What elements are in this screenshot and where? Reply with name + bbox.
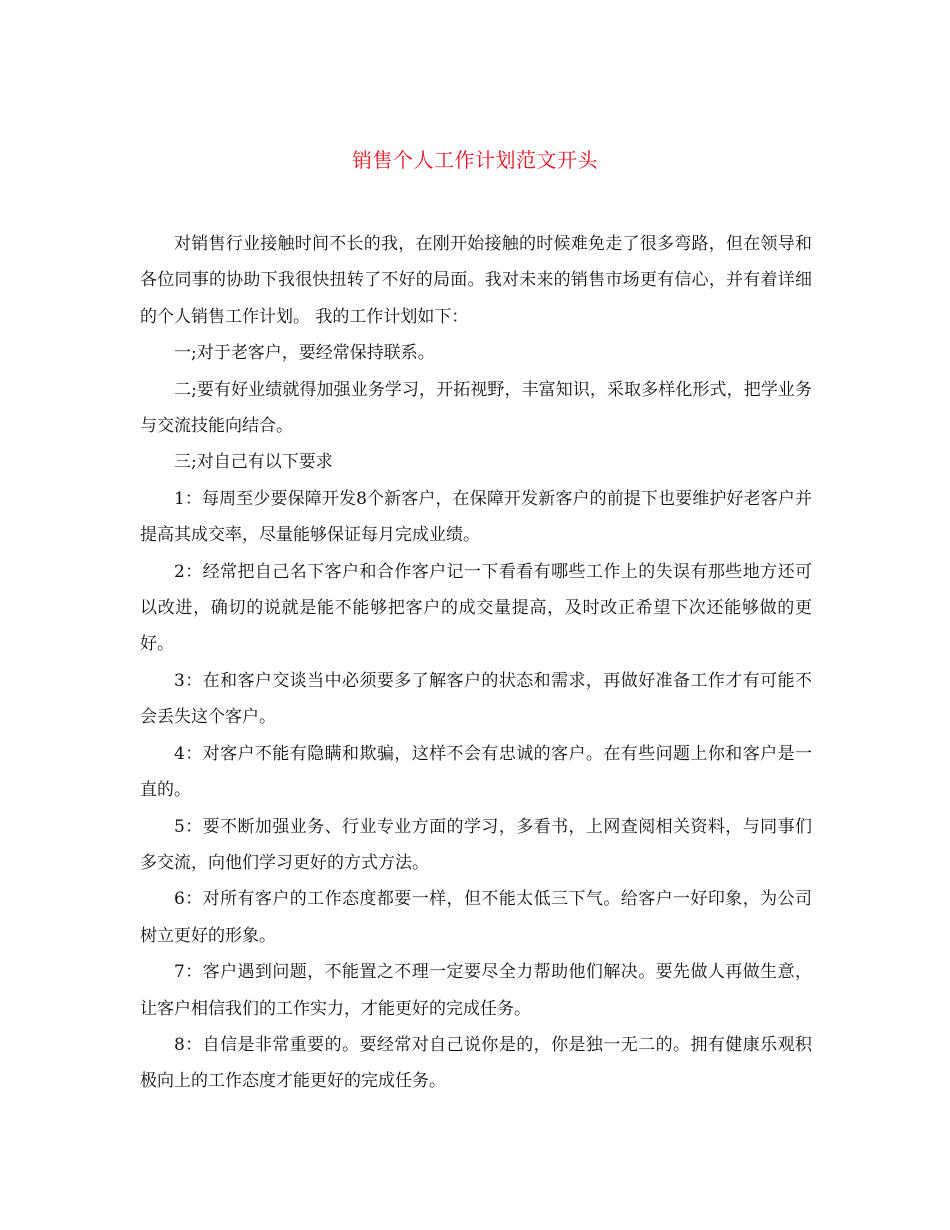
requirement-6-paragraph: 6：对所有客户的工作态度都要一样，但不能太低三下气。给客户一好印象，为公司树立更好的形象。 xyxy=(140,889,812,946)
point-one-paragraph: 一;对于老客户，要经常保持联系。 xyxy=(174,343,435,364)
requirement-5-paragraph: 5：要不断加强业务、行业专业方面的学习，多看书，上网查阅相关资料，与同事们多交流，向他们学习更好的方式方法。 xyxy=(140,816,812,873)
point-two-paragraph: 二;要有好业绩就得加强业务学习，开拓视野，丰富知识，采取多样化形式，把学业务与交流技能向结合。 xyxy=(140,379,812,437)
requirement-2-paragraph: 2：经常把自己名下客户和合作客户记一下看看有哪些工作上的失误有那些地方还可以改进，确切的说就是能不能够把客户的成交量提高，及时改正希望下次还能够做的更好。 xyxy=(140,561,812,655)
intro-paragraph: 对销售行业接触时间不长的我，在刚开始接触的时候难免走了很多弯路，但在领导和各位同事的协助下我很快扭转了不好的局面。我对未来的销售市场更有信心，并有着详细的个人销售工作计划。 我的工作计划如下： xyxy=(140,234,812,327)
point-three-heading: 三;对自己有以下要求 xyxy=(174,452,333,473)
requirement-7-paragraph: 7：客户遇到问题，不能置之不理一定要尽全力帮助他们解决。要先做人再做生意，让客户相信我们的工作实力，才能更好的完成任务。 xyxy=(140,962,812,1019)
document-body xyxy=(140,226,812,1100)
document-title: 销售个人工作计划范文开头 xyxy=(352,148,598,172)
requirement-4-paragraph: 4：对客户不能有隐瞒和欺骗，这样不会有忠诚的客户。在有些问题上你和客户是一直的。 xyxy=(140,743,812,801)
requirement-1-paragraph: 1：每周至少要保障开发8个新客户，在保障开发新客户的前提下也要维护好老客户并提高其成交率，尽量能够保证每月完成业绩。 xyxy=(140,488,812,546)
requirement-8-paragraph: 8：自信是非常重要的。要经常对自己说你是的，你是独一无二的。拥有健康乐观积极向上的工作态度才能更好的完成任务。 xyxy=(140,1034,812,1092)
requirement-3-paragraph: 3：在和客户交谈当中必须要多了解客户的状态和需求，再做好准备工作才有可能不会丢失这个客户。 xyxy=(140,670,812,728)
